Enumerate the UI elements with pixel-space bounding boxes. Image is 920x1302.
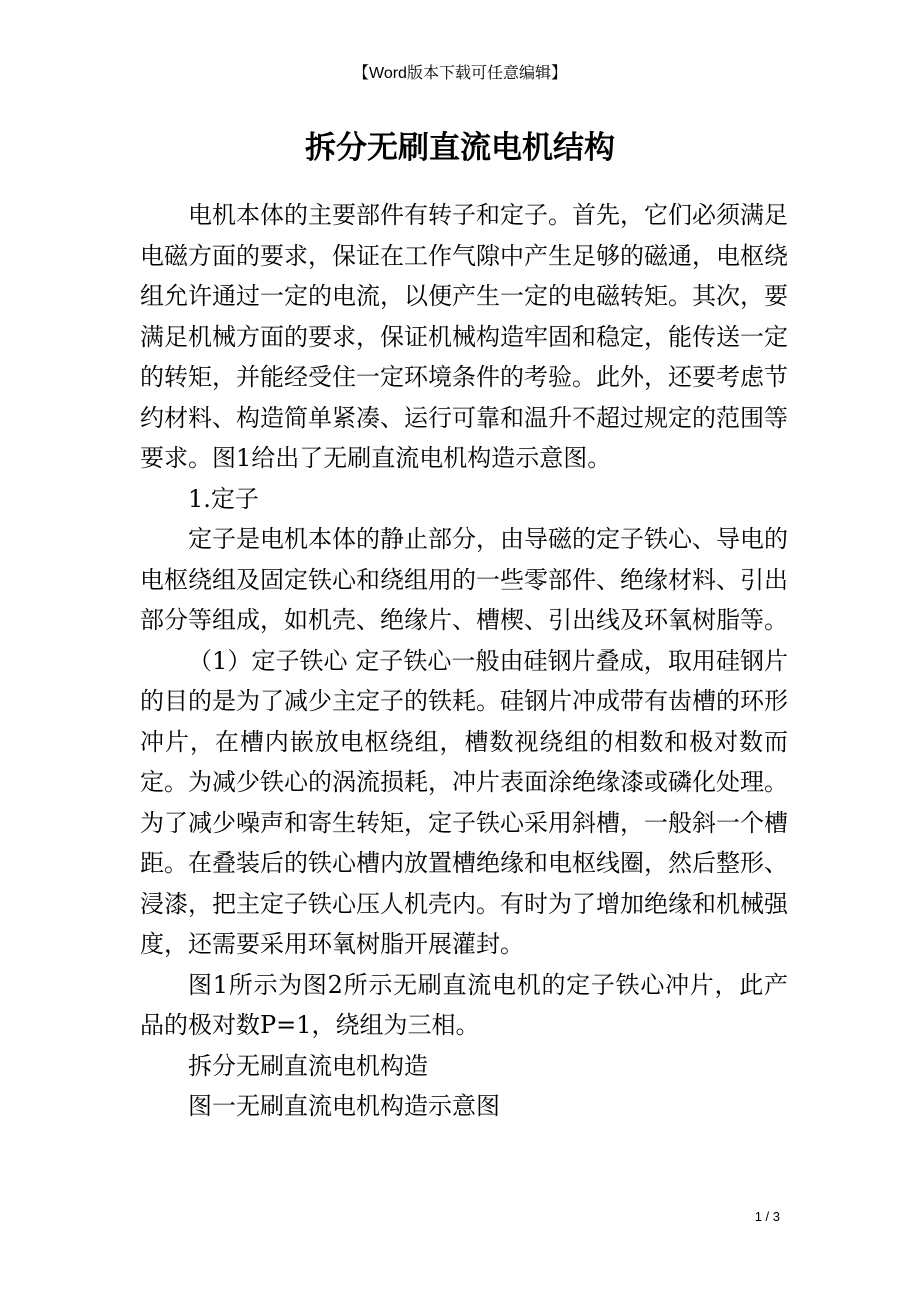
paragraph-figure-caption: 图一无刷直流电机构造示意图 xyxy=(188,1092,500,1120)
page-number: 1 / 3 xyxy=(754,1209,780,1224)
paragraph-stator-heading: 1.定子 xyxy=(188,484,259,513)
header-note: 【Word版本下载可任意编辑】 xyxy=(353,65,567,82)
document-title: 拆分无刷直流电机结构 xyxy=(305,130,615,166)
paragraph-section-label: 拆分无刷直流电机构造 xyxy=(188,1051,428,1080)
paragraph-stator-core: （1）定子铁心 定子铁心一般由硅钢片叠成，取用硅钢片的目的是为了减少主定子的铁耗。硅钢片冲成带有齿槽的环形冲片，在槽内嵌放电枢绕组，槽数视绕组的相数和极对数而定。为减少铁心的涡流损耗，冲片表面涂绝缘漆或磷化处理。为了减少噪声和寄生转矩，定子铁心采用斜槽，一般斜一个槽距。在叠装后的铁心槽内放置槽绝缘和电枢线圈，然后整形、浸漆，把主定子铁心压人机壳内。有时为了增加绝缘和机械强度，还需要采用环氧树脂开展灌封。 xyxy=(140,646,788,958)
document-body xyxy=(140,195,788,1127)
paragraph-motor-body-requirements: 电机本体的主要部件有转子和定子。首先，它们必须满足电磁方面的要求，保证在工作气隙中产生足够的磁通，电枢绕组允许通过一定的电流，以便产生一定的电磁转矩。其次，要满足机械方面的要求，保证机械构造牢固和稳定，能传送一定的转矩，并能经受住一定环境条件的考验。此外，还要考虑节约材料、构造简单紧凑、运行可靠和温升不超过规定的范围等要求。图1给出了无刷直流电机构造示意图。 xyxy=(140,201,788,472)
paragraph-figure-description: 图1所示为图2所示无刷直流电机的定子铁心冲片，此产品的极对数P=1，绕组为三相。 xyxy=(140,970,788,1039)
paragraph-stator-definition: 定子是电机本体的静止部分，由导磁的定子铁心、导电的电枢绕组及固定铁心和绕组用的一些零部件、绝缘材料、引出部分等组成，如机壳、绝缘片、槽楔、引出线及环氧树脂等。 xyxy=(140,525,788,634)
